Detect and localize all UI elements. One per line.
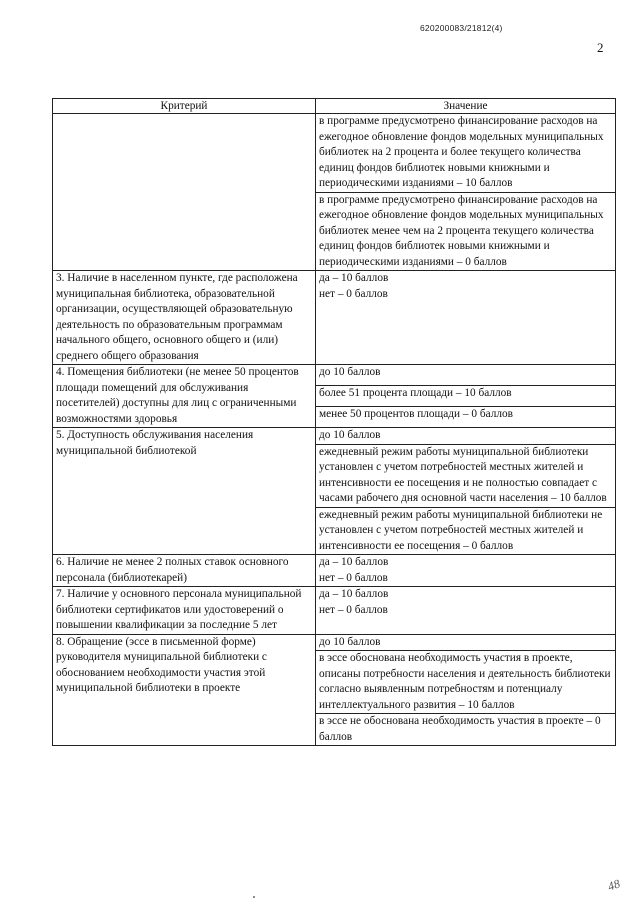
page-number: 2 bbox=[597, 40, 604, 55]
table-row bbox=[53, 428, 616, 445]
handwritten-mark: 48 bbox=[605, 876, 622, 894]
value-cell: в программе предусмотрено финансирование расходов на ежегодное обновление фондов модельных муниципальных библиотек менее чем на 2 процента текущего количества единиц фондов библиотек новыми книжными и периодическими изданиями – 0 баллов bbox=[316, 192, 616, 271]
value-cell: более 51 процента площади – 10 баллов bbox=[316, 386, 616, 407]
value-cell: в программе предусмотрено финансирование расходов на ежегодное обновление фондов модельных муниципальных библиотек на 2 процента и более текущего количества единиц фондов библиотек новыми книжными и периодическими изданиями – 10 баллов bbox=[316, 114, 616, 193]
value-cell: да – 10 баллов нет – 0 баллов bbox=[316, 271, 616, 365]
value-cell: ежедневный режим работы муниципальной библиотеки не установлен с учетом потребностей местных жителей и интенсивности ее посещения – 0 баллов bbox=[316, 507, 616, 555]
criterion-cell: 5. Доступность обслуживания населения муниципальной библиотекой bbox=[53, 428, 316, 555]
criteria-table bbox=[52, 98, 616, 746]
table-body bbox=[53, 114, 616, 746]
table-header-row bbox=[53, 99, 616, 114]
table-row bbox=[53, 555, 616, 587]
criterion-cell: 7. Наличие у основного персонала муниципальной библиотеки сертификатов или удостоверений о повышении квалификации за последние 5 лет bbox=[53, 587, 316, 635]
table-row bbox=[53, 634, 616, 651]
table-row bbox=[53, 587, 616, 635]
criterion-cell bbox=[53, 114, 316, 271]
value-cell: до 10 баллов bbox=[316, 428, 616, 445]
criterion-cell: 8. Обращение (эссе в письменной форме) руководителя муниципальной библиотеки с обоснованием необходимости участия этой муниципальной библиотеки в проекте bbox=[53, 634, 316, 746]
table-row bbox=[53, 271, 616, 365]
table-row bbox=[53, 365, 616, 386]
value-cell: в эссе обоснована необходимость участия в проекте, описаны потребности населения и деятельность библиотеки согласно выявленным потребностям и потенциалу интеллектуального развития – 10 баллов bbox=[316, 651, 616, 714]
document-code: 620200083/21812(4) bbox=[420, 23, 503, 33]
column-header-criterion: Критерий bbox=[53, 99, 316, 114]
scan-speck bbox=[253, 896, 255, 898]
value-cell: в эссе не обоснована необходимость участия в проекте – 0 баллов bbox=[316, 714, 616, 746]
table-row bbox=[53, 114, 616, 193]
value-cell: да – 10 баллов нет – 0 баллов bbox=[316, 587, 616, 635]
value-cell: до 10 баллов bbox=[316, 634, 616, 651]
criterion-cell: 4. Помещения библиотеки (не менее 50 процентов площади помещений для обслуживания посетителей) доступны для лиц с ограниченными возможностями здоровья bbox=[53, 365, 316, 428]
criterion-cell: 6. Наличие не менее 2 полных ставок основного персонала (библиотекарей) bbox=[53, 555, 316, 587]
value-cell: ежедневный режим работы муниципальной библиотеки установлен с учетом потребностей местных жителей и интенсивности ее посещения и не полностью совпадает с часами рабочего дня основной части населения – 10 баллов bbox=[316, 444, 616, 507]
value-cell: до 10 баллов bbox=[316, 365, 616, 386]
value-cell: да – 10 баллов нет – 0 баллов bbox=[316, 555, 616, 587]
value-cell: менее 50 процентов площади – 0 баллов bbox=[316, 407, 616, 428]
column-header-value: Значение bbox=[316, 99, 616, 114]
criterion-cell: 3. Наличие в населенном пункте, где расположена муниципальная библиотека, образовательной организации, осуществляющей образовательную деятельность по образовательным программам начального общего, основного общего и (или) среднего общего образования bbox=[53, 271, 316, 365]
